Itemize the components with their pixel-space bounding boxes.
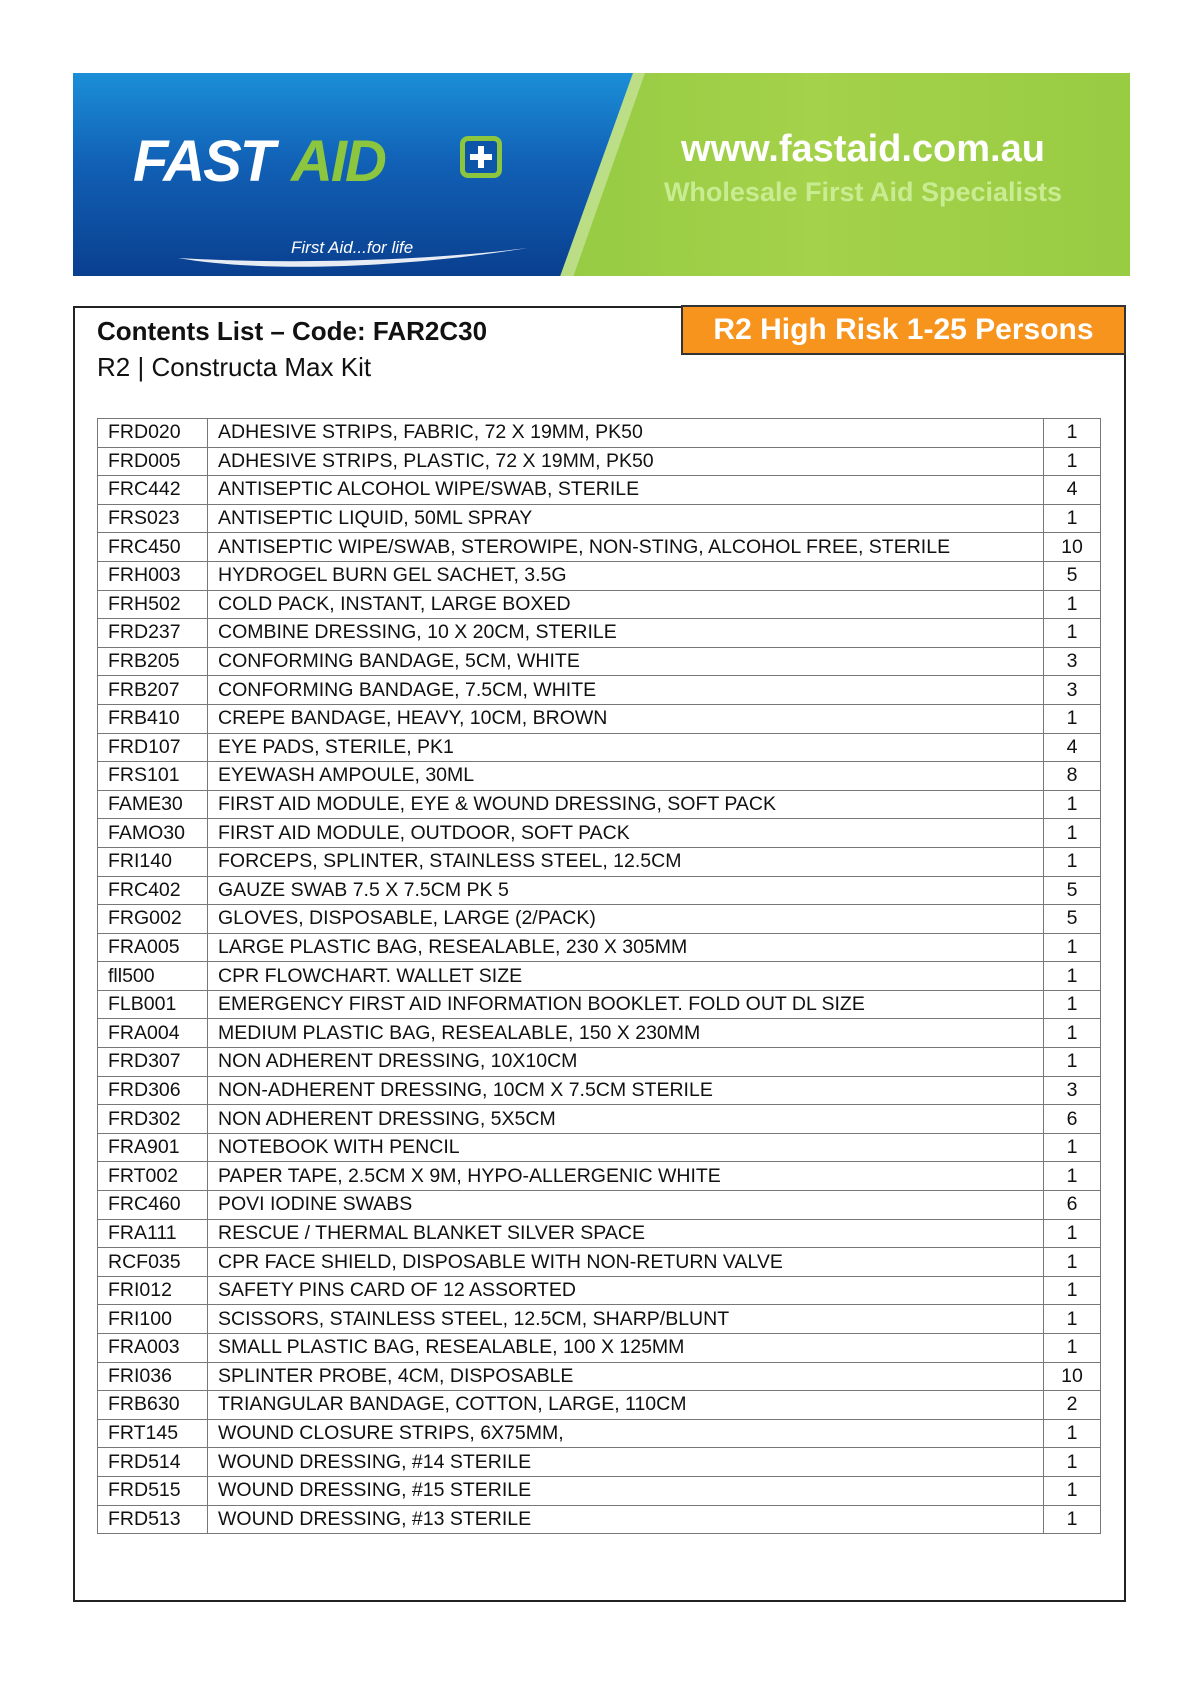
item-code: FRD306	[98, 1076, 208, 1105]
item-description: COLD PACK, INSTANT, LARGE BOXED	[208, 590, 1044, 619]
item-code: FRD307	[98, 1048, 208, 1077]
table-row	[98, 1419, 1101, 1448]
item-code: FRC460	[98, 1191, 208, 1220]
item-quantity: 1	[1044, 847, 1101, 876]
item-quantity: 1	[1044, 1448, 1101, 1477]
item-quantity: 10	[1044, 1362, 1101, 1391]
table-row	[98, 647, 1101, 676]
item-code: FRG002	[98, 905, 208, 934]
item-quantity: 1	[1044, 504, 1101, 533]
item-code: FRB410	[98, 704, 208, 733]
item-code: FRH502	[98, 590, 208, 619]
item-code: FRD020	[98, 419, 208, 448]
item-description: NON-ADHERENT DRESSING, 10CM X 7.5CM STERILE	[208, 1076, 1044, 1105]
item-description: SPLINTER PROBE, 4CM, DISPOSABLE	[208, 1362, 1044, 1391]
item-code: FRC402	[98, 876, 208, 905]
item-quantity: 1	[1044, 1133, 1101, 1162]
item-code: FRA003	[98, 1334, 208, 1363]
table-row	[98, 933, 1101, 962]
item-description: CPR FLOWCHART. WALLET SIZE	[208, 962, 1044, 991]
item-description: CONFORMING BANDAGE, 7.5CM, WHITE	[208, 676, 1044, 705]
item-description: ANTISEPTIC LIQUID, 50ML SPRAY	[208, 504, 1044, 533]
table-row	[98, 847, 1101, 876]
contents-panel	[73, 306, 1126, 1602]
table-row	[98, 819, 1101, 848]
item-code: FRS023	[98, 504, 208, 533]
item-description: WOUND DRESSING, #14 STERILE	[208, 1448, 1044, 1477]
item-description: CPR FACE SHIELD, DISPOSABLE WITH NON-RETURN VALVE	[208, 1248, 1044, 1277]
item-quantity: 5	[1044, 905, 1101, 934]
logo-word-fast: FAST	[133, 129, 274, 194]
item-description: EMERGENCY FIRST AID INFORMATION BOOKLET. FOLD OUT DL SIZE	[208, 990, 1044, 1019]
item-code: FAMO30	[98, 819, 208, 848]
item-code: RCF035	[98, 1248, 208, 1277]
item-code: FRB205	[98, 647, 208, 676]
table-row	[98, 704, 1101, 733]
item-code: FRA004	[98, 1019, 208, 1048]
item-code: FRD515	[98, 1476, 208, 1505]
fastaid-logo	[133, 128, 553, 257]
table-row	[98, 1362, 1101, 1391]
item-quantity: 1	[1044, 1248, 1101, 1277]
item-description: NOTEBOOK WITH PENCIL	[208, 1133, 1044, 1162]
table-row	[98, 504, 1101, 533]
item-quantity: 1	[1044, 1419, 1101, 1448]
item-quantity: 1	[1044, 1276, 1101, 1305]
table-row	[98, 419, 1101, 448]
item-description: CONFORMING BANDAGE, 5CM, WHITE	[208, 647, 1044, 676]
table-row	[98, 1476, 1101, 1505]
item-description: ANTISEPTIC ALCOHOL WIPE/SWAB, STERILE	[208, 476, 1044, 505]
kit-name: R2 | Constructa Max Kit	[97, 352, 372, 382]
item-quantity: 1	[1044, 590, 1101, 619]
table-row	[98, 1276, 1101, 1305]
item-quantity: 1	[1044, 1048, 1101, 1077]
item-code: FRD005	[98, 447, 208, 476]
header-banner	[73, 73, 1130, 276]
table-row	[98, 1391, 1101, 1420]
item-quantity: 4	[1044, 733, 1101, 762]
table-row	[98, 1219, 1101, 1248]
item-code: FRB207	[98, 676, 208, 705]
item-description: GLOVES, DISPOSABLE, LARGE (2/PACK)	[208, 905, 1044, 934]
item-code: FRD302	[98, 1105, 208, 1134]
item-quantity: 4	[1044, 476, 1101, 505]
item-description: HYDROGEL BURN GEL SACHET, 3.5G	[208, 561, 1044, 590]
item-quantity: 2	[1044, 1391, 1101, 1420]
item-quantity: 1	[1044, 1476, 1101, 1505]
logo-word-aid: AID	[291, 129, 385, 194]
item-quantity: 1	[1044, 790, 1101, 819]
table-row	[98, 533, 1101, 562]
website-url: www.fastaid.com.au	[681, 128, 1045, 170]
item-code: FRD237	[98, 619, 208, 648]
item-description: WOUND CLOSURE STRIPS, 6X75MM,	[208, 1419, 1044, 1448]
item-description: COMBINE DRESSING, 10 X 20CM, STERILE	[208, 619, 1044, 648]
item-description: SCISSORS, STAINLESS STEEL, 12.5CM, SHARP/BLUNT	[208, 1305, 1044, 1334]
table-row	[98, 790, 1101, 819]
table-row	[98, 1162, 1101, 1191]
item-description: SAFETY PINS CARD OF 12 ASSORTED	[208, 1276, 1044, 1305]
item-quantity: 3	[1044, 1076, 1101, 1105]
item-code: FRD514	[98, 1448, 208, 1477]
item-description: FIRST AID MODULE, EYE & WOUND DRESSING, SOFT PACK	[208, 790, 1044, 819]
item-description: RESCUE / THERMAL BLANKET SILVER SPACE	[208, 1219, 1044, 1248]
item-description: SMALL PLASTIC BAG, RESEALABLE, 100 X 125MM	[208, 1334, 1044, 1363]
item-quantity: 1	[1044, 619, 1101, 648]
item-description: CREPE BANDAGE, HEAVY, 10CM, BROWN	[208, 704, 1044, 733]
table-row	[98, 876, 1101, 905]
item-quantity: 1	[1044, 962, 1101, 991]
item-quantity: 1	[1044, 1505, 1101, 1534]
table-row	[98, 1305, 1101, 1334]
item-code: FRI036	[98, 1362, 208, 1391]
table-row	[98, 905, 1101, 934]
item-description: WOUND DRESSING, #15 STERILE	[208, 1476, 1044, 1505]
item-quantity: 6	[1044, 1191, 1101, 1220]
item-description: MEDIUM PLASTIC BAG, RESEALABLE, 150 X 230MM	[208, 1019, 1044, 1048]
item-description: NON ADHERENT DRESSING, 5X5CM	[208, 1105, 1044, 1134]
item-description: FIRST AID MODULE, OUTDOOR, SOFT PACK	[208, 819, 1044, 848]
item-quantity: 6	[1044, 1105, 1101, 1134]
item-description: GAUZE SWAB 7.5 X 7.5CM PK 5	[208, 876, 1044, 905]
item-description: TRIANGULAR BANDAGE, COTTON, LARGE, 110CM	[208, 1391, 1044, 1420]
plus-cross-icon	[460, 136, 502, 178]
item-code: FRA901	[98, 1133, 208, 1162]
table-row	[98, 676, 1101, 705]
item-description: ADHESIVE STRIPS, PLASTIC, 72 X 19MM, PK50	[208, 447, 1044, 476]
banner-tagline: Wholesale First Aid Specialists	[663, 177, 1063, 207]
table-row	[98, 476, 1101, 505]
item-code: FRT002	[98, 1162, 208, 1191]
item-code: FRA005	[98, 933, 208, 962]
item-quantity: 5	[1044, 876, 1101, 905]
table-row	[98, 1076, 1101, 1105]
item-code: FRB630	[98, 1391, 208, 1420]
item-quantity: 1	[1044, 1219, 1101, 1248]
item-description: LARGE PLASTIC BAG, RESEALABLE, 230 X 305MM	[208, 933, 1044, 962]
item-code: FRC450	[98, 533, 208, 562]
item-quantity: 1	[1044, 447, 1101, 476]
item-code: FLB001	[98, 990, 208, 1019]
table-row	[98, 447, 1101, 476]
item-quantity: 1	[1044, 933, 1101, 962]
table-row	[98, 1019, 1101, 1048]
item-code: FRI140	[98, 847, 208, 876]
item-description: ANTISEPTIC WIPE/SWAB, STEROWIPE, NON-STING, ALCOHOL FREE, STERILE	[208, 533, 1044, 562]
table-row	[98, 1248, 1101, 1277]
table-row	[98, 1105, 1101, 1134]
item-description: POVI IODINE SWABS	[208, 1191, 1044, 1220]
item-description: WOUND DRESSING, #13 STERILE	[208, 1505, 1044, 1534]
item-quantity: 1	[1044, 704, 1101, 733]
table-row	[98, 1448, 1101, 1477]
item-code: FRS101	[98, 762, 208, 791]
item-description: EYE PADS, STERILE, PK1	[208, 733, 1044, 762]
item-code: FAME30	[98, 790, 208, 819]
table-row	[98, 962, 1101, 991]
item-code: FRI012	[98, 1276, 208, 1305]
item-code: FRD513	[98, 1505, 208, 1534]
item-quantity: 3	[1044, 647, 1101, 676]
item-description: FORCEPS, SPLINTER, STAINLESS STEEL, 12.5CM	[208, 847, 1044, 876]
table-row	[98, 619, 1101, 648]
item-quantity: 1	[1044, 1019, 1101, 1048]
table-row	[98, 1191, 1101, 1220]
item-code: fll500	[98, 962, 208, 991]
table-row	[98, 733, 1101, 762]
item-quantity: 1	[1044, 990, 1101, 1019]
item-quantity: 5	[1044, 561, 1101, 590]
contents-table-body	[98, 419, 1101, 1534]
item-quantity: 1	[1044, 419, 1101, 448]
table-row	[98, 1505, 1101, 1534]
item-description: NON ADHERENT DRESSING, 10X10CM	[208, 1048, 1044, 1077]
item-description: EYEWASH AMPOULE, 30ML	[208, 762, 1044, 791]
logo-tagline: First Aid...for life	[291, 238, 414, 257]
table-row	[98, 590, 1101, 619]
item-code: FRT145	[98, 1419, 208, 1448]
item-code: FRC442	[98, 476, 208, 505]
item-quantity: 1	[1044, 1162, 1101, 1191]
risk-level-badge: R2 High Risk 1-25 Persons	[681, 305, 1126, 355]
item-quantity: 1	[1044, 1305, 1101, 1334]
item-code: FRH003	[98, 561, 208, 590]
item-quantity: 3	[1044, 676, 1101, 705]
item-description: ADHESIVE STRIPS, FABRIC, 72 X 19MM, PK50	[208, 419, 1044, 448]
item-quantity: 8	[1044, 762, 1101, 791]
item-quantity: 1	[1044, 819, 1101, 848]
item-code: FRA111	[98, 1219, 208, 1248]
item-quantity: 10	[1044, 533, 1101, 562]
table-row	[98, 762, 1101, 791]
contents-table	[97, 418, 1101, 1534]
contents-code-title: Contents List – Code: FAR2C30	[97, 316, 488, 346]
item-description: PAPER TAPE, 2.5CM X 9M, HYPO-ALLERGENIC WHITE	[208, 1162, 1044, 1191]
table-row	[98, 1048, 1101, 1077]
table-row	[98, 561, 1101, 590]
item-code: FRI100	[98, 1305, 208, 1334]
table-row	[98, 1334, 1101, 1363]
table-row	[98, 1133, 1101, 1162]
table-row	[98, 990, 1101, 1019]
item-code: FRD107	[98, 733, 208, 762]
item-quantity: 1	[1044, 1334, 1101, 1363]
